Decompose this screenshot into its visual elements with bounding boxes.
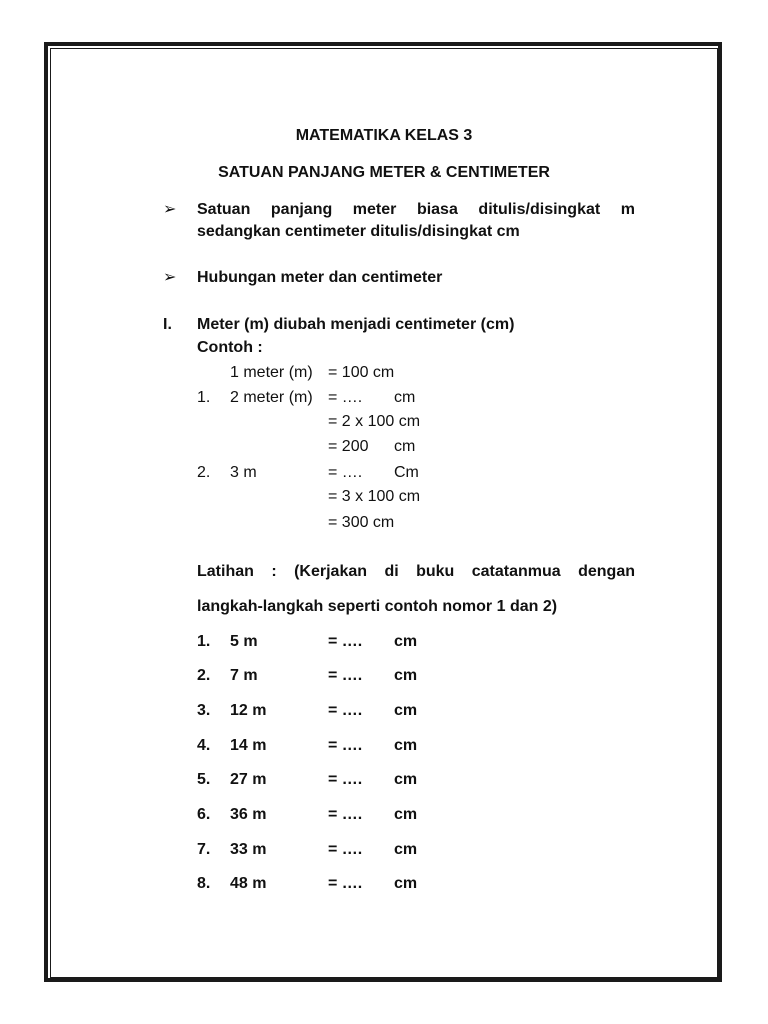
exercise-unit: cm [394,806,418,823]
bullet-arrow-icon: ➢ [163,201,177,218]
example-number: 1. [197,389,211,406]
exercise-unit: cm [394,737,418,754]
bullet-text-line: Hubungan meter dan centimeter [197,269,443,286]
example-unit: Cm [394,464,419,481]
exercise-unit: cm [394,875,418,892]
example-equation: = 200 [328,438,369,455]
exercise-value: 12 m [230,702,267,719]
exercise-unit: cm [394,771,418,788]
example-equation: = 300 cm [328,514,395,531]
example-equation: = …. [328,389,363,406]
example-left: 3 m [230,464,257,481]
document-title: MATEMATIKA KELAS 3 [295,127,473,144]
bullet-arrow-icon: ➢ [163,269,177,286]
document-subtitle: SATUAN PANJANG METER & CENTIMETER [218,164,550,181]
exercise-equation: = …. [328,667,363,684]
exercise-value: 14 m [230,737,267,754]
exercise-intro-line: Latihan : (Kerjakan di buku catatanmua dengan [197,563,635,580]
exercise-equation: = …. [328,633,363,650]
example-equation: = 100 cm [328,364,395,381]
section-numeral: I. [163,316,172,333]
exercise-equation: = …. [328,702,363,719]
exercise-number: 8. [197,875,211,892]
exercise-value: 33 m [230,841,267,858]
example-unit: cm [394,389,416,406]
exercise-unit: cm [394,841,418,858]
example-label: Contoh : [197,339,263,356]
exercise-intro-line: langkah-langkah seperti contoh nomor 1 dan 2) [197,598,558,615]
exercise-equation: = …. [328,875,363,892]
exercise-number: 5. [197,771,211,788]
exercise-number: 4. [197,737,211,754]
exercise-equation: = …. [328,737,363,754]
example-left: 2 meter (m) [230,389,313,406]
exercise-value: 27 m [230,771,267,788]
exercise-number: 1. [197,633,211,650]
exercise-number: 6. [197,806,211,823]
exercise-value: 36 m [230,806,267,823]
exercise-value: 7 m [230,667,258,684]
example-left: 1 meter (m) [230,364,313,381]
exercise-value: 48 m [230,875,267,892]
section-heading: Meter (m) diubah menjadi centimeter (cm) [197,316,515,333]
exercise-unit: cm [394,667,418,684]
exercise-equation: = …. [328,771,363,788]
exercise-equation: = …. [328,806,363,823]
bullet-text-line: sedangkan centimeter ditulis/disingkat cm [197,223,520,240]
exercise-number: 7. [197,841,211,858]
exercise-equation: = …. [328,841,363,858]
example-equation: = 3 x 100 cm [328,488,421,505]
exercise-number: 2. [197,667,211,684]
exercise-number: 3. [197,702,211,719]
example-equation: = …. [328,464,363,481]
bullet-text-line: Satuan panjang meter biasa ditulis/disingkat m [197,201,635,218]
example-number: 2. [197,464,211,481]
example-unit: cm [394,438,416,455]
exercise-unit: cm [394,702,418,719]
exercise-value: 5 m [230,633,258,650]
example-equation: = 2 x 100 cm [328,413,421,430]
exercise-unit: cm [394,633,418,650]
